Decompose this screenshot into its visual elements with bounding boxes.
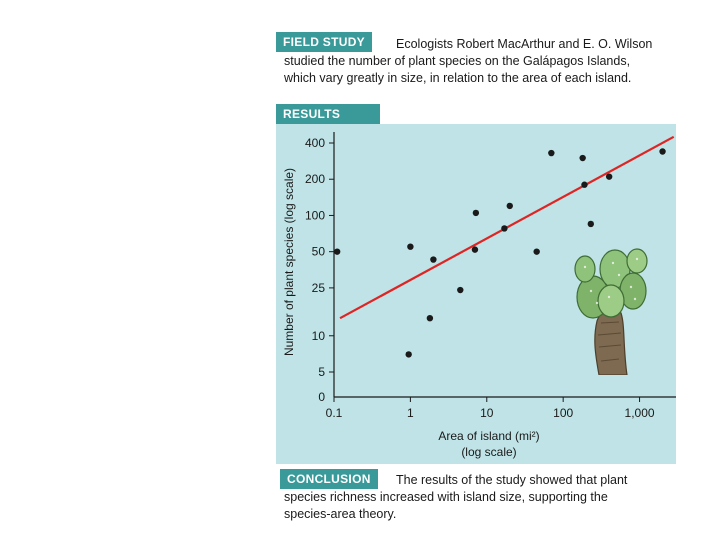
- y-tick-label: 25: [311, 280, 325, 295]
- results-tag: RESULTS: [276, 104, 380, 124]
- y-tick-label: 200: [304, 172, 325, 187]
- conclusion-line-3: species-area theory.: [284, 507, 397, 521]
- data-point: [659, 148, 665, 154]
- data-point: [581, 182, 587, 188]
- data-point: [405, 351, 411, 357]
- data-point: [407, 243, 413, 249]
- data-point: [501, 225, 507, 231]
- data-point: [548, 150, 554, 156]
- y-tick-label: 10: [311, 328, 325, 343]
- data-point: [334, 248, 340, 254]
- y-tick-label: 400: [304, 136, 325, 150]
- x-tick-label: 1,000: [624, 406, 655, 420]
- conclusion-text: [284, 472, 704, 523]
- data-point: [457, 287, 463, 293]
- conclusion-line-1: The results of the study showed that plant: [396, 473, 628, 487]
- data-point: [533, 248, 539, 254]
- x-tick-label: 0.1: [325, 406, 343, 420]
- field-study-line-2: studied the number of plant species on the Galápagos Islands,: [284, 54, 631, 68]
- y-tick-label-zero: 0: [318, 390, 325, 404]
- field-study-line-1: Ecologists Robert MacArthur and E. O. Wilson: [396, 37, 653, 51]
- y-tick-label: 5: [318, 365, 325, 379]
- data-point: [430, 256, 436, 262]
- y-tick-label: 50: [311, 244, 325, 259]
- x-axis-label-sub: (log scale): [461, 445, 517, 459]
- field-study-line-3: which vary greatly in size, in relation to the area of each island.: [284, 71, 632, 85]
- cactus-illustration: [571, 243, 649, 375]
- conclusion-tag: CONCLUSION: [280, 469, 378, 489]
- data-point: [507, 203, 513, 209]
- field-study-tag: FIELD STUDY: [276, 32, 372, 52]
- data-point: [472, 246, 478, 252]
- conclusion-line-2: species richness increased with island size, supporting the: [284, 490, 608, 504]
- x-tick-label: 10: [480, 406, 494, 420]
- x-tick-label: 1: [407, 406, 414, 420]
- y-axis-label: Number of plant species (log scale): [282, 167, 296, 357]
- data-point: [606, 173, 612, 179]
- data-point: [427, 315, 433, 321]
- data-point: [473, 210, 479, 216]
- x-tick-label: 100: [553, 406, 574, 420]
- data-point: [579, 155, 585, 161]
- x-axis-label: Area of island (mi²): [438, 429, 540, 443]
- data-point: [588, 221, 594, 227]
- y-tick-label: 100: [304, 208, 325, 223]
